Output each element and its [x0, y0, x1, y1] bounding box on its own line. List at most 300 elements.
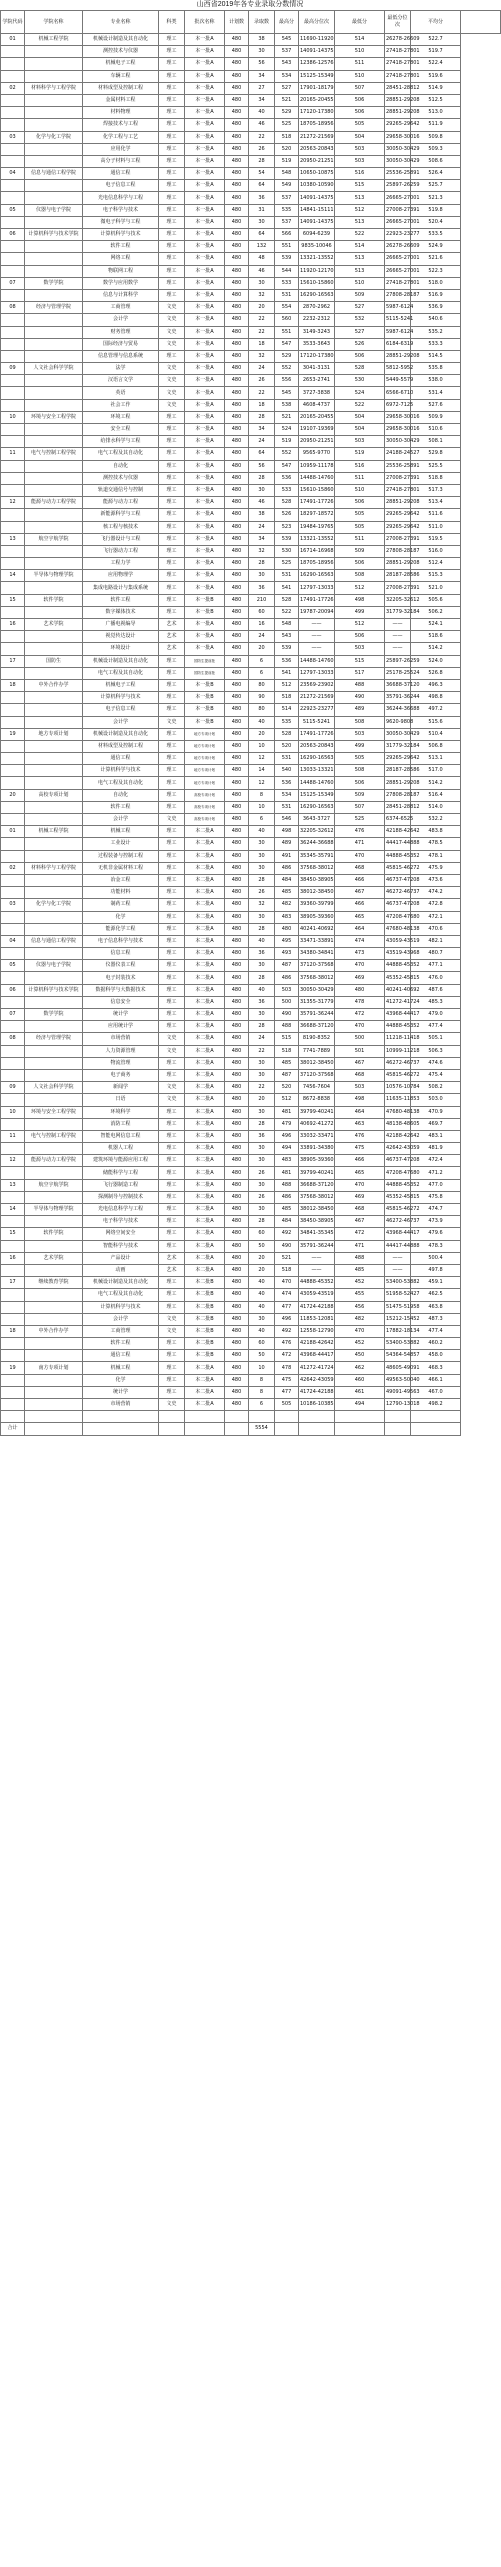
table-cell: 27008-27391	[385, 472, 411, 484]
table-cell: 理工	[159, 558, 185, 570]
table-cell: 492	[275, 1228, 299, 1240]
table-cell: 513	[335, 265, 385, 277]
table-cell: 11	[1, 1130, 25, 1142]
table-cell: 理工	[159, 119, 185, 131]
table-cell: 理工	[159, 692, 185, 704]
table-cell: 测控技术与仪器	[83, 46, 159, 58]
table-cell: 11635-11853	[385, 1094, 411, 1106]
table-cell	[25, 460, 83, 472]
table-cell: 480	[225, 314, 249, 326]
table-cell: 498	[335, 1094, 385, 1106]
table-cell: 519	[335, 448, 385, 460]
table-cell: 475	[335, 1143, 385, 1155]
table-cell	[25, 94, 83, 106]
table-cell: 508.6	[411, 155, 461, 167]
table-cell: 503	[335, 143, 385, 155]
table-cell: 本二批B	[185, 1277, 225, 1289]
table-cell: 26	[249, 1191, 275, 1203]
table-cell: 544	[275, 265, 299, 277]
table-cell: 37568-38012	[299, 1191, 335, 1203]
table-cell: 理工	[159, 740, 185, 752]
table-cell: 08	[1, 302, 25, 314]
table-cell: 34	[249, 533, 275, 545]
table-cell: 理工	[159, 948, 185, 960]
table-cell: 37568-38012	[299, 972, 335, 984]
table-cell: 理工	[159, 472, 185, 484]
table-cell: 理工	[159, 180, 185, 192]
table-row	[1, 253, 501, 265]
table-cell: 514.9	[411, 82, 461, 94]
table-cell: 488	[275, 1179, 299, 1191]
table-cell: 理工	[159, 984, 185, 996]
table-cell: 23569-23902	[299, 679, 335, 691]
table-cell: 材料物理	[83, 107, 159, 119]
table-cell: 理工	[159, 229, 185, 241]
table-cell: 36244-36688	[385, 704, 411, 716]
table-cell: 538.0	[411, 375, 461, 387]
table-cell: 480	[225, 1021, 249, 1033]
table-cell: 本一批A	[185, 155, 225, 167]
table-cell: 艺术	[159, 643, 185, 655]
table-cell: 32205-32612	[299, 826, 335, 838]
table-cell: 480	[225, 1130, 249, 1142]
table-cell: 463	[335, 1118, 385, 1130]
table-row	[1, 1009, 501, 1021]
table-cell: 514.2	[411, 643, 461, 655]
table-cell: 507	[335, 801, 385, 813]
table-cell: 480.7	[411, 948, 461, 960]
table-cell: 本一批A	[185, 46, 225, 58]
table-cell: 491	[275, 850, 299, 862]
table-cell: 477.4	[411, 1021, 461, 1033]
table-cell: 480	[225, 1009, 249, 1021]
table-cell: 化学	[83, 1374, 159, 1386]
table-cell: 理工	[159, 1069, 185, 1081]
table-cell: 20950-21251	[299, 155, 335, 167]
table-cell: 506.8	[411, 740, 461, 752]
table-cell: 469	[335, 972, 385, 984]
table-cell: 524	[275, 424, 299, 436]
table-cell: 480	[225, 338, 249, 350]
table-cell: 材料科学与工程学院	[25, 82, 83, 94]
table-cell: 14091-14375	[299, 216, 335, 228]
table-row	[1, 155, 501, 167]
table-cell: 材料成型及控制工程	[83, 82, 159, 94]
table-cell	[1, 1216, 25, 1228]
table-cell: 484	[275, 1216, 299, 1228]
table-cell: 452	[335, 1277, 385, 1289]
table-cell: 512.4	[411, 558, 461, 570]
table-cell: 理工	[159, 911, 185, 923]
table-cell: 9620-9808	[385, 716, 411, 728]
table-cell: 软件学院	[25, 594, 83, 606]
table-cell: 理工	[159, 1289, 185, 1301]
table-cell: 24	[249, 363, 275, 375]
table-cell: 本一批A	[185, 436, 225, 448]
table-cell: 132	[249, 241, 275, 253]
table-cell: 本二批A	[185, 850, 225, 862]
table-cell: 481	[275, 1106, 299, 1118]
table-cell: 12386-12576	[299, 58, 335, 70]
table-cell	[25, 289, 83, 301]
table-cell	[25, 643, 83, 655]
table-cell: 480	[225, 168, 249, 180]
table-cell: 521	[275, 94, 299, 106]
table-cell: 理工	[159, 107, 185, 119]
table-cell: 机械工程学院	[25, 34, 83, 46]
table-cell: 本二批A	[185, 1204, 225, 1216]
table-cell: 30	[249, 1143, 275, 1155]
table-cell	[25, 375, 83, 387]
table-cell: 482.1	[411, 935, 461, 947]
table-cell	[275, 1423, 299, 1435]
table-cell: 8	[249, 789, 275, 801]
table-cell: 理工	[159, 1350, 185, 1362]
table-cell: 34380-34841	[299, 948, 335, 960]
table-cell: 应用统计学	[83, 1021, 159, 1033]
table-cell: 理工	[159, 58, 185, 70]
table-row	[1, 192, 501, 204]
table-row	[1, 692, 501, 704]
table-cell	[25, 1386, 83, 1398]
table-cell: 理工	[159, 789, 185, 801]
table-cell: 05	[1, 960, 25, 972]
table-cell: 本一批A	[185, 411, 225, 423]
table-cell: 理工	[159, 46, 185, 58]
table-cell: 本二批A	[185, 1130, 225, 1142]
table-cell: 14488-14760	[299, 777, 335, 789]
table-row	[1, 424, 501, 436]
table-cell: 43059-43519	[385, 935, 411, 947]
table-cell: 文史	[159, 338, 185, 350]
table-cell: 31779-32184	[385, 740, 411, 752]
table-cell: 41272-41724	[385, 996, 411, 1008]
table-cell: 电气工程及其自动化	[83, 448, 159, 460]
table-cell: 471	[335, 838, 385, 850]
table-cell: 5449-5579	[385, 375, 411, 387]
table-cell: 文史	[159, 1033, 185, 1045]
table-cell: 518	[275, 692, 299, 704]
table-cell: 理工	[159, 594, 185, 606]
table-cell: 01	[1, 34, 25, 46]
table-cell	[25, 1094, 83, 1106]
table-cell: 490	[335, 692, 385, 704]
table-cell: 28851-29208	[385, 558, 411, 570]
table-cell	[25, 850, 83, 862]
table-cell: 478	[335, 996, 385, 1008]
table-cell	[1, 314, 25, 326]
table-cell	[225, 1411, 249, 1423]
table-cell: 515.3	[411, 570, 461, 582]
table-cell: 505.1	[411, 1033, 461, 1045]
table-cell: 44417-44888	[385, 838, 411, 850]
table-cell: 本二批A	[185, 874, 225, 886]
table-cell: 理工	[159, 1143, 185, 1155]
table-cell: 32	[249, 899, 275, 911]
table-cell: 476	[275, 1338, 299, 1350]
table-cell: 6094-6239	[299, 229, 335, 241]
table-cell: 47680-48138	[385, 1106, 411, 1118]
table-cell: 463.8	[411, 1301, 461, 1313]
table-cell: 本二批A	[185, 1252, 225, 1264]
table-cell: 551	[275, 241, 299, 253]
table-cell: 04	[1, 935, 25, 947]
table-cell: 日语	[83, 1094, 159, 1106]
table-cell: 34841-35345	[299, 1228, 335, 1240]
table-cell: 27008-27391	[385, 533, 411, 545]
table-cell	[25, 887, 83, 899]
table-cell: 27418-27801	[385, 277, 411, 289]
table-cell: 513	[335, 192, 385, 204]
table-cell: 02	[1, 862, 25, 874]
table-cell: 480	[225, 1350, 249, 1362]
table-cell: 480	[225, 155, 249, 167]
table-cell: 本一批A	[185, 631, 225, 643]
table-cell: 46737-47208	[385, 1155, 411, 1167]
table-cell: 本一批A	[185, 34, 225, 46]
table-cell	[25, 1240, 83, 1252]
table-cell: 480	[225, 1167, 249, 1179]
table-cell: 会计学	[83, 314, 159, 326]
table-cell: 15610-15860	[299, 277, 335, 289]
table-cell: 光电信息科学与工程	[83, 192, 159, 204]
total-row	[1, 1423, 501, 1435]
table-cell: 本一批A	[185, 168, 225, 180]
table-cell: 471	[335, 1240, 385, 1252]
table-cell	[1, 1289, 25, 1301]
table-cell: 本一批A	[185, 533, 225, 545]
table-cell: 本二批B	[185, 1325, 225, 1337]
table-cell	[1, 387, 25, 399]
table-cell: 飞行器设计与工程	[83, 533, 159, 545]
table-cell: 480	[225, 1362, 249, 1374]
table-cell: 490	[275, 1009, 299, 1021]
table-cell: 电气与控制工程学院	[25, 1130, 83, 1142]
table-cell: 本一批A	[185, 204, 225, 216]
table-cell: 462.5	[411, 1289, 461, 1301]
table-cell: 522	[275, 606, 299, 618]
table-cell: 视觉传达设计	[83, 631, 159, 643]
table-cell	[1, 740, 25, 752]
table-cell: 505	[335, 753, 385, 765]
table-cell: 文史	[159, 1325, 185, 1337]
table-cell: 45352-45815	[385, 972, 411, 984]
table-cell: 高分子材料与工程	[83, 155, 159, 167]
table-row	[1, 801, 501, 813]
table-cell: 国防生提前批	[185, 655, 225, 667]
table-cell: 477	[275, 1386, 299, 1398]
table-cell: 40	[249, 716, 275, 728]
table-cell: 环境设计	[83, 643, 159, 655]
table-cell: 509	[335, 789, 385, 801]
table-cell: 本一批A	[185, 180, 225, 192]
table-cell: 466	[335, 874, 385, 886]
table-cell: 526	[275, 509, 299, 521]
table-cell: 521	[275, 411, 299, 423]
table-cell: 480	[225, 119, 249, 131]
table-cell: 本二批B	[185, 1301, 225, 1313]
table-cell: 16	[1, 1252, 25, 1264]
table-cell: 483.8	[411, 826, 461, 838]
table-cell: 37120-37568	[299, 1069, 335, 1081]
table-cell: 24	[249, 436, 275, 448]
table-cell: 15610-15860	[299, 484, 335, 496]
table-cell: 机械设计制造及其自动化	[83, 34, 159, 46]
table-cell: 07	[1, 277, 25, 289]
table-cell: 理工	[159, 253, 185, 265]
table-cell: 15125-15349	[299, 70, 335, 82]
table-cell: 33891-34380	[299, 1143, 335, 1155]
table-cell: 516.0	[411, 545, 461, 557]
table-cell: 464	[335, 923, 385, 935]
table-row	[1, 94, 501, 106]
table-cell	[1, 436, 25, 448]
table-cell: 480	[225, 192, 249, 204]
table-cell: 集成电路设计与集成系统	[83, 582, 159, 594]
table-cell: 506.3	[411, 1045, 461, 1057]
table-cell: 电气工程及其自动化	[83, 777, 159, 789]
table-cell	[25, 314, 83, 326]
table-cell: 理工	[159, 899, 185, 911]
table-cell: 520	[275, 740, 299, 752]
table-cell: 本二批B	[185, 1338, 225, 1350]
table-cell: 38905-39360	[299, 1155, 335, 1167]
table-cell: 516.4	[411, 789, 461, 801]
table-cell: 480	[275, 923, 299, 935]
table-cell: 504	[335, 411, 385, 423]
table-cell: 514	[335, 34, 385, 46]
table-cell: 机械电子工程	[83, 58, 159, 70]
table-cell: 450	[335, 1350, 385, 1362]
table-cell: 482	[275, 899, 299, 911]
table-cell: 本一批A	[185, 472, 225, 484]
table-cell: 480	[225, 728, 249, 740]
table-cell: 10	[1, 411, 25, 423]
table-cell: 市场营销	[83, 1033, 159, 1045]
table-cell: 会计学	[83, 814, 159, 826]
table-cell: 5812-5952	[385, 363, 411, 375]
table-cell: 516	[335, 460, 385, 472]
table-cell: 64	[249, 180, 275, 192]
table-cell: 理工	[159, 874, 185, 886]
table-body	[1, 34, 501, 1436]
table-cell: 506	[335, 107, 385, 119]
table-cell: 487	[275, 960, 299, 972]
table-cell: 480	[225, 1179, 249, 1191]
table-cell	[385, 1423, 411, 1435]
table-cell: 消防工程	[83, 1118, 159, 1130]
table-cell	[1, 667, 25, 679]
table-cell: 理工	[159, 143, 185, 155]
table-cell: 42188-42642	[299, 1338, 335, 1350]
table-cell: 469.7	[411, 1118, 461, 1130]
table-cell: 理工	[159, 935, 185, 947]
table-cell: 522.7	[411, 34, 461, 46]
table-cell: 39799-40241	[299, 1167, 335, 1179]
table-cell: 515	[335, 655, 385, 667]
table-cell: 本一批A	[185, 619, 225, 631]
table-cell: 512	[275, 1094, 299, 1106]
table-cell	[25, 1167, 83, 1179]
table-cell: 理工	[159, 94, 185, 106]
table-cell: 冶金工程	[83, 874, 159, 886]
table-cell: 480	[225, 862, 249, 874]
table-cell	[1, 814, 25, 826]
table-cell: 14	[249, 765, 275, 777]
table-cell: 轨道交通信号与控制	[83, 484, 159, 496]
table-cell	[1, 716, 25, 728]
table-cell: 28851-29208	[385, 107, 411, 119]
table-cell: 480	[225, 253, 249, 265]
table-cell: 16290-16563	[299, 753, 335, 765]
table-cell: 477	[275, 1301, 299, 1313]
table-cell: 26	[249, 887, 275, 899]
table-cell: 文史	[159, 1094, 185, 1106]
table-cell: 498	[275, 826, 299, 838]
table-cell: 516	[335, 168, 385, 180]
table-cell: 480	[225, 70, 249, 82]
table-cell: 4608-4737	[299, 399, 335, 411]
table-cell: 统计学	[83, 1009, 159, 1021]
table-cell: 480	[225, 424, 249, 436]
table-cell: 5115-5241	[385, 314, 411, 326]
table-cell: 513	[335, 253, 385, 265]
table-cell	[25, 58, 83, 70]
table-cell: 506.2	[411, 606, 461, 618]
table-cell: 7456-7604	[299, 1082, 335, 1094]
table-cell: 480	[225, 46, 249, 58]
table-cell: 506	[335, 350, 385, 362]
table-cell: 519.6	[411, 70, 461, 82]
table-row	[1, 338, 501, 350]
table-cell: 483	[275, 1155, 299, 1167]
table-cell: 2870-2962	[299, 302, 335, 314]
table-cell: 480	[225, 1374, 249, 1386]
table-cell: 35345-35791	[299, 850, 335, 862]
admissions-table	[0, 10, 501, 1436]
table-cell: 本一批A	[185, 643, 225, 655]
table-cell: 8	[249, 1386, 275, 1398]
table-cell: 46272-46737	[385, 1216, 411, 1228]
table-cell: 机器人工程	[83, 1143, 159, 1155]
table-cell: 本二批A	[185, 948, 225, 960]
table-cell: 480	[225, 1082, 249, 1094]
table-row	[1, 679, 501, 691]
table-cell	[25, 814, 83, 826]
table-row	[1, 107, 501, 119]
table-cell: 11690-11920	[299, 34, 335, 46]
table-cell	[25, 107, 83, 119]
table-cell: 本二批B	[185, 1350, 225, 1362]
table-cell	[1, 350, 25, 362]
table-cell: 48138-48605	[385, 1118, 411, 1130]
table-cell: 10576-10784	[385, 1082, 411, 1094]
table-cell: 513.0	[411, 107, 461, 119]
table-row	[1, 765, 501, 777]
table-cell: 6	[249, 1399, 275, 1411]
table-cell	[1, 606, 25, 618]
table-cell: 网络工程	[83, 253, 159, 265]
table-cell: 511.9	[411, 119, 461, 131]
table-row	[1, 1252, 501, 1264]
table-cell: 49091-49563	[385, 1386, 411, 1398]
table-cell: 47208-47680	[385, 911, 411, 923]
table-cell	[411, 1411, 461, 1423]
table-cell: 503	[335, 436, 385, 448]
table-cell	[1, 192, 25, 204]
table-cell	[25, 1301, 83, 1313]
table-cell: 应用物理学	[83, 570, 159, 582]
